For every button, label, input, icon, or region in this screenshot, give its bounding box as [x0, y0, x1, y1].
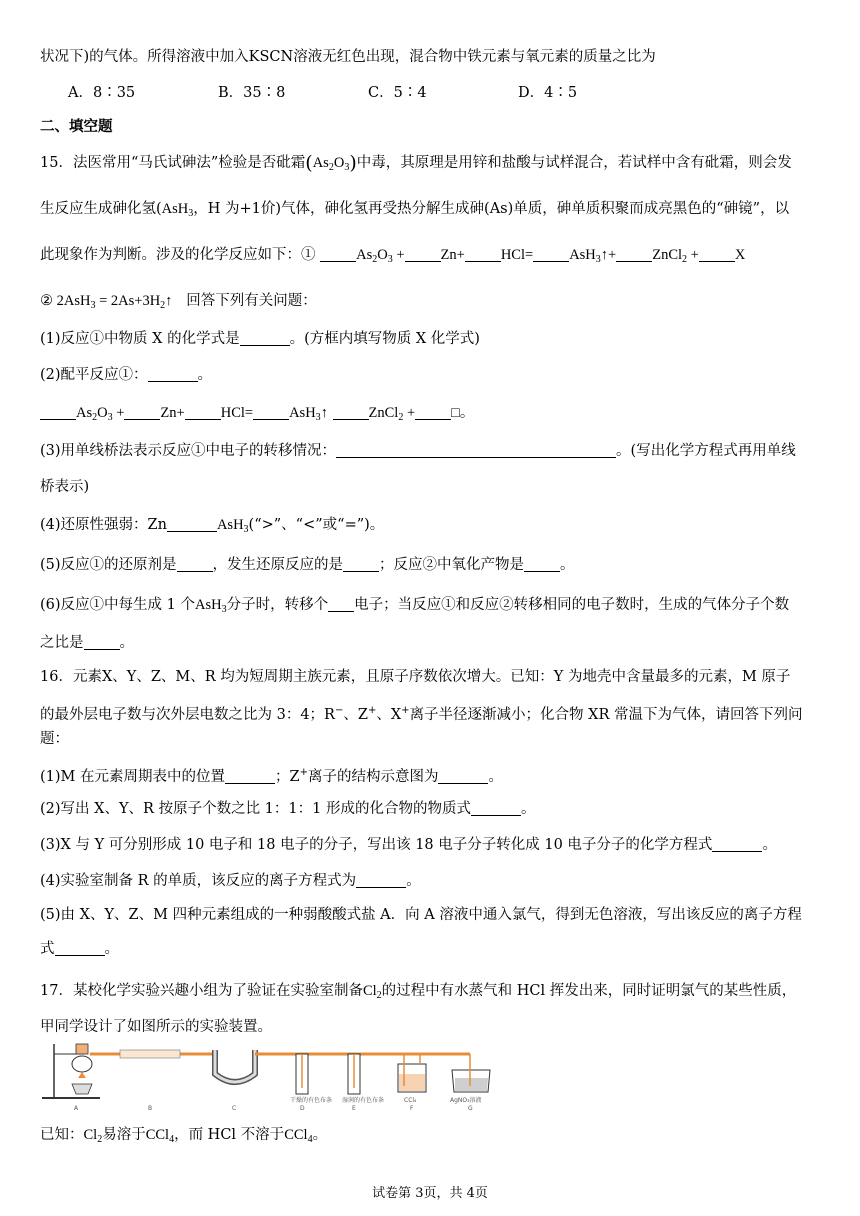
- q15-sub6-cont: 之比是 。: [40, 635, 134, 651]
- q15-sub3: (3)用单线桥法表示反应①中电子的转移情况： 。(写出化学方程式再用单线: [40, 443, 796, 459]
- q16-sub5-cont: 式 。: [40, 941, 119, 957]
- label-a: A: [74, 1105, 79, 1112]
- label-b: B: [148, 1105, 153, 1112]
- label-d: D: [300, 1105, 305, 1112]
- q15-balance-equation: $As_2O_3 + Zn+ HCl=$ AsH$_3$↑ ZnCl$_2$ + □。: [40, 402, 474, 429]
- q17-stem-line2: 甲同学设计了如图所示的实验装置。: [40, 1019, 272, 1035]
- answer-blank[interactable]: [438, 767, 488, 784]
- answer-blank[interactable]: [336, 441, 616, 458]
- caption-f: CCl₄: [404, 1097, 417, 1104]
- answer-blank[interactable]: [343, 555, 379, 572]
- q15-sub1: (1)反应①中物质 X 的化学式是 。(方框内填写物质 X 化学式): [40, 331, 480, 347]
- q16-sub2: (2)写出 X、Y、R 按原子个数之比 1：1：1 形成的化合物的物质式 。: [40, 801, 536, 817]
- option-c[interactable]: C．5∶4: [368, 85, 427, 101]
- q15-reaction1: 此现象作为判断。涉及的化学反应如下：① $As_2O_3 + Zn+ HCl=$ AsH$_3$↑+ ZnCl$_2$ + X: [40, 247, 746, 265]
- answer-blank[interactable]: [712, 835, 762, 852]
- q14-options: [68, 82, 668, 104]
- q15-stem-line1: 15．法医常用“马氏试砷法”检验是否砒霜$(As_2O_3)$中毒，其原理是用锌和盐酸与试样混合，若试样中含有砒霜，则会发: [40, 152, 792, 174]
- page-footer: 试卷第 3页，共 4页: [372, 1186, 488, 1201]
- q15-sub6: (6)反应①中每生成 1 个AsH$_3$分子时，转移个 电子；当反应①和反应②转移相同的电子数时，生成的气体分子个数: [40, 597, 790, 615]
- answer-blank[interactable]: [240, 329, 290, 346]
- q15-stem-line2: 生反应生成砷化氢(AsH$_3$，H 为+1价)气体，砷化氢再受热分解生成砷(As)单质，砷单质积聚而成亮黑色的“砷镜”，以: [40, 201, 790, 219]
- label-e: E: [352, 1105, 356, 1112]
- q15-sub3-cont: 桥表示): [40, 479, 90, 495]
- q16-sub1: (1)M 在元素周期表中的位置 ；Z+离子的结构示意图为 。: [40, 767, 503, 785]
- q16-stem-line3: 题：: [40, 731, 69, 747]
- answer-blank[interactable]: [167, 515, 217, 532]
- q16-sub5: (5)由 X、Y、Z、M 四种元素组成的一种弱酸酸式盐 A．向 A 溶液中通入氯气，得到无色溶液，写出该反应的离子方程: [40, 907, 802, 923]
- option-d[interactable]: D．4∶5: [518, 85, 578, 101]
- answer-blank[interactable]: [55, 939, 105, 956]
- q16-stem-line2: 的最外层电子数与次外层电数之比为 3：4；R−、Z+、X+离子半径逐渐减小；化合物 XR 常温下为气体，请回答下列问: [40, 705, 803, 723]
- label-g: G: [468, 1105, 473, 1112]
- q15-sub4: (4)还原性强弱：Zn AsH$_3$(“>”、“<”或“=”)。: [40, 517, 385, 535]
- question14-tail: 状况下)的气体。所得溶液中加入KSCN溶液无红色出现，混合物中铁元素与氧元素的质量之比为: [40, 49, 656, 65]
- apparatus-figure: [40, 1040, 540, 1112]
- q15-sub2: (2)配平反应①： 。: [40, 367, 213, 383]
- label-f: F: [410, 1105, 414, 1112]
- q17-stem-line1: 17．某校化学实验兴趣小组为了验证在实验室制备$Cl_2$的过程中有水蒸气和 HCl 挥发出来，同时证明氯气的某些性质，: [40, 983, 797, 1001]
- answer-blank[interactable]: [225, 767, 275, 784]
- q15-reaction2: ② $2AsH_3 = 2As+3H_2↑$ 回答下列有关问题：: [40, 293, 317, 311]
- caption-d: 干燥的有色布条: [290, 1097, 333, 1104]
- answer-blank[interactable]: [471, 799, 521, 816]
- q16-sub3: (3)X 与 Y 可分别形成 10 电子和 18 电子的分子，写出该 18 电子分子转化成 10 电子分子的化学方程式 。: [40, 837, 777, 853]
- answer-blank[interactable]: [177, 555, 213, 572]
- caption-g: AgNO₃溶液: [450, 1097, 482, 1104]
- answer-blank[interactable]: [524, 555, 560, 572]
- q16-sub4: (4)实验室制备 R 的单质，该反应的离子方程式为 。: [40, 873, 421, 889]
- answer-blank[interactable]: [328, 595, 354, 612]
- q17-known: 已知：$Cl_2$易溶于CCl$_4$，而 HCl 不溶于CCl$_4$。: [40, 1127, 328, 1145]
- label-c: C: [232, 1105, 237, 1112]
- answer-blank[interactable]: [84, 633, 120, 650]
- answer-blank[interactable]: [356, 871, 406, 888]
- answer-blank[interactable]: [148, 365, 198, 382]
- q15-sub5: (5)反应①的还原剂是 ，发生还原反应的是 ；反应②中氧化产物是 。: [40, 557, 575, 573]
- option-a[interactable]: A．8∶35: [68, 85, 136, 101]
- caption-e: 湿润的有色布条: [342, 1097, 385, 1104]
- option-b[interactable]: B．35∶8: [218, 85, 286, 101]
- q16-stem-line1: 16．元素X、Y、Z、M、R 均为短周期主族元素，且原子序数依次增大。已知：Y 为地壳中含量最多的元素，M 原子: [40, 669, 791, 685]
- section-heading: 二、填空题: [40, 118, 113, 135]
